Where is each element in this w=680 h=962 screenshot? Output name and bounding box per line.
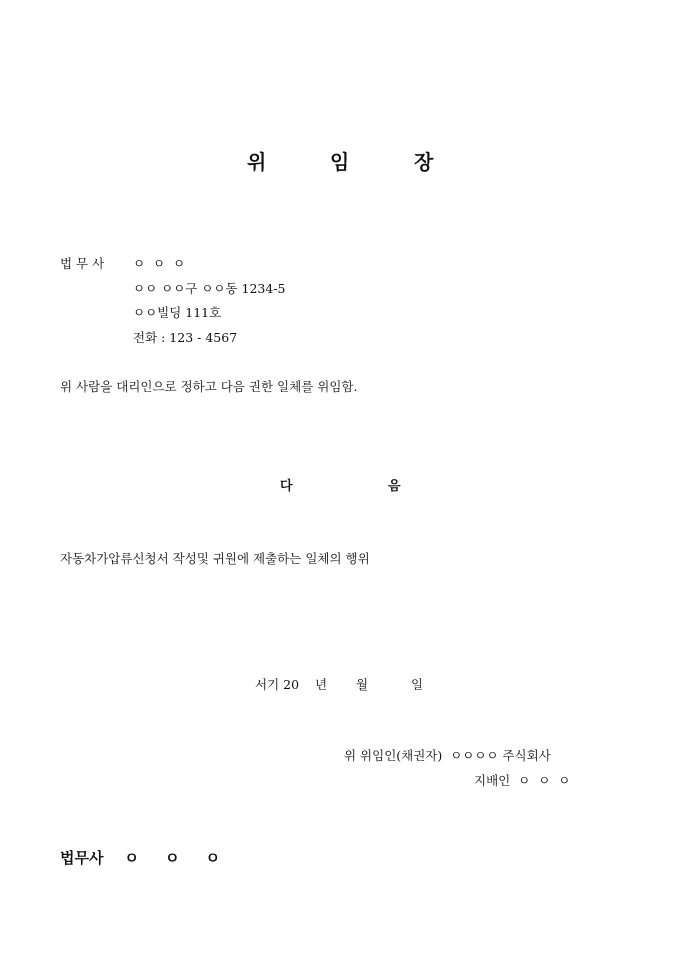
date-month-label: 월: [356, 677, 369, 692]
authority-text: 자동차가압류신청서 작성및 귀원에 제출하는 일체의 행위: [60, 551, 370, 566]
principal-line1: 위 위임인(채권자) ㅇㅇㅇㅇ 주식회사: [344, 748, 551, 763]
title-char-2: 임: [330, 150, 350, 174]
document-title: [0, 150, 680, 174]
agent-address-line1: ㅇㅇ ㅇㅇ구 ㅇㅇ동 1234-5: [133, 281, 286, 296]
agent-label: 법 무 사: [60, 256, 105, 271]
section-heading-char-1: 다: [280, 479, 293, 494]
agent-phone: 전화 : 123 - 4567: [133, 330, 238, 345]
date-day-label: 일: [411, 677, 424, 692]
date-year-label: 년: [315, 677, 328, 692]
agent-address-line2: ㅇㅇ빌딩 111호: [133, 305, 222, 320]
principal-manager: 지배인 ㅇ ㅇ ㅇ: [474, 773, 571, 788]
agent-name: ㅇ ㅇ ㅇ: [133, 256, 186, 271]
title-char-3: 장: [414, 150, 434, 174]
title-char-1: 위: [247, 150, 267, 174]
bottom-representative: 법무사 ㅇ ㅇ ㅇ: [60, 849, 221, 867]
date-era: 서기 20: [255, 677, 300, 692]
delegation-statement: 위 사람을 대리인으로 정하고 다음 권한 일체를 위임함.: [60, 379, 358, 394]
section-heading-char-2: 음: [388, 479, 401, 494]
